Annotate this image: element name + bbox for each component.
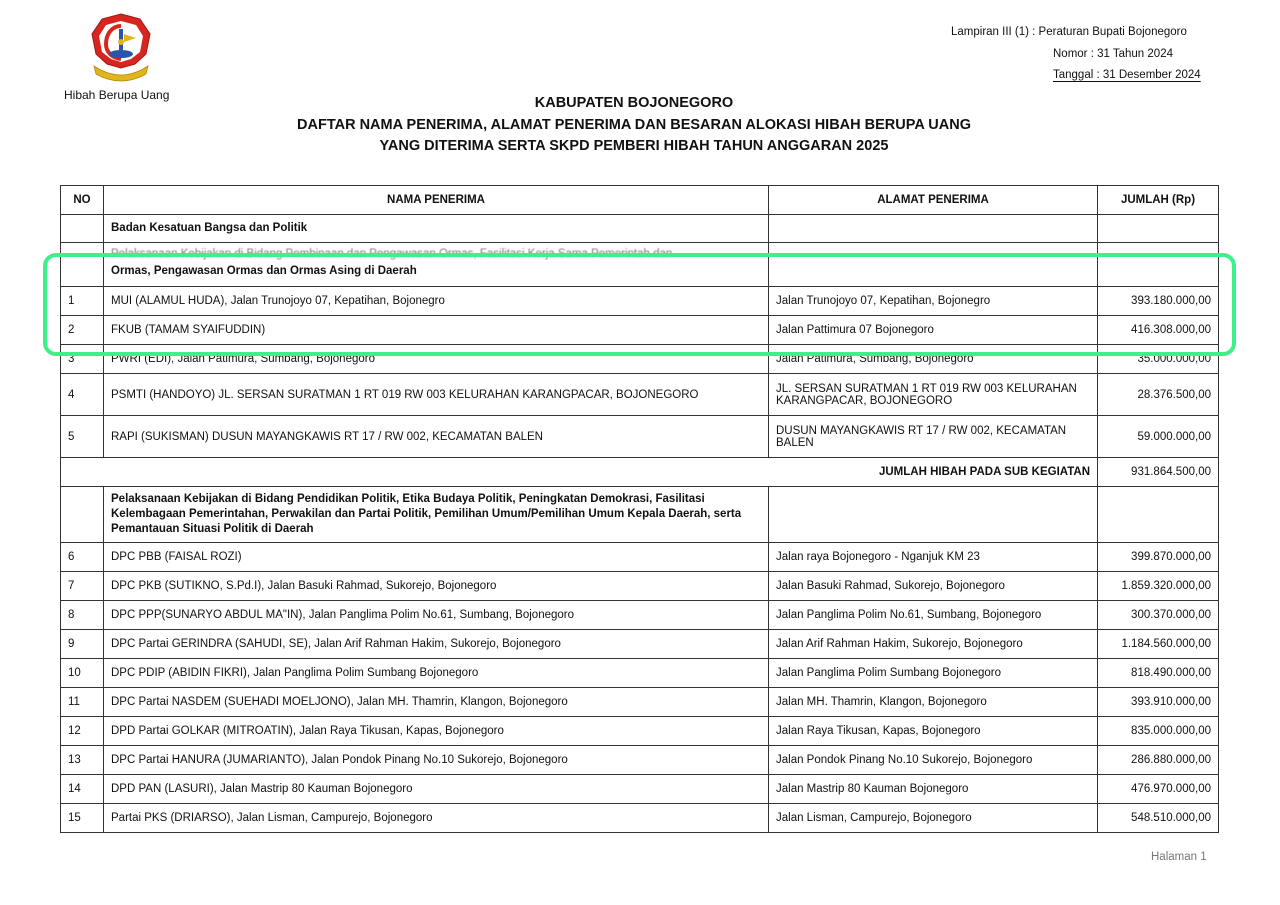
row-jumlah: 818.490.000,00 [1098, 659, 1219, 688]
title-line-3: YANG DITERIMA SERTA SKPD PEMBERI HIBAH TAHUN ANGGARAN 2025 [379, 138, 889, 154]
row-jumlah: 286.880.000,00 [1098, 746, 1219, 775]
table-row [61, 688, 1219, 717]
row-jumlah: 28.376.500,00 [1098, 374, 1219, 416]
row-alamat: Jalan MH. Thamrin, Klangon, Bojonegoro [769, 688, 1098, 717]
row-alamat: Jalan Panglima Polim Sumbang Bojonegoro [769, 659, 1098, 688]
row-nama: DPC PDIP (ABIDIN FIKRI), Jalan Panglima Polim Sumbang Bojonegoro [104, 659, 769, 688]
row-jumlah: 416.308.000,00 [1098, 316, 1219, 345]
row-alamat: Jalan Panglima Polim No.61, Sumbang, Bojonegoro [769, 601, 1098, 630]
page-number: Halaman 1 [1151, 851, 1207, 863]
row-no: 5 [61, 416, 104, 458]
row-alamat: Jalan Patimura, Sumbang, Bojonegoro [769, 345, 1098, 374]
header-nama: NAMA PENERIMA [104, 186, 769, 215]
subtotal-row [61, 458, 1219, 487]
nomor-line: Nomor : 31 Tahun 2024 [1053, 47, 1173, 60]
row-no: 9 [61, 630, 104, 659]
row-no: 1 [61, 287, 104, 316]
row-nama: DPC Partai GERINDRA (SAHUDI, SE), Jalan Arif Rahman Hakim, Sukorejo, Bojonegoro [104, 630, 769, 659]
subsection1-text: Ormas, Pengawasan Ormas dan Ormas Asing di Daerah [111, 265, 417, 277]
row-jumlah: 548.510.000,00 [1098, 804, 1219, 833]
subsection1-obscured-text: Pelaksanaan Kebijakan di Bidang Pembinaan dan Pengawasan Ormas, Fasilitasi Kerja Sama Pemerintah dan [111, 248, 673, 260]
table-row [61, 601, 1219, 630]
row-jumlah: 59.000.000,00 [1098, 416, 1219, 458]
table-header-row [61, 186, 1219, 215]
row-nama: PWRI (EDI), Jalan Patimura, Sumbang, Bojonegoro [104, 345, 769, 374]
row-no: 12 [61, 717, 104, 746]
row-no: 8 [61, 601, 104, 630]
logo-caption: Hibah Berupa Uang [64, 88, 170, 102]
table-row [61, 775, 1219, 804]
table-row [61, 416, 1219, 458]
row-nama: DPD Partai GOLKAR (MITROATIN), Jalan Raya Tikusan, Kapas, Bojonegoro [104, 717, 769, 746]
row-no: 11 [61, 688, 104, 717]
row-jumlah: 393.180.000,00 [1098, 287, 1219, 316]
header-jumlah: JUMLAH (Rp) [1098, 186, 1219, 215]
title-line-1: KABUPATEN BOJONEGORO [534, 95, 734, 111]
table-row [61, 630, 1219, 659]
row-jumlah: 1.184.560.000,00 [1098, 630, 1219, 659]
row-alamat: Jalan Basuki Rahmad, Sukorejo, Bojonegoro [769, 572, 1098, 601]
row-alamat: Jalan raya Bojonegoro - Nganjuk KM 23 [769, 543, 1098, 572]
row-alamat: DUSUN MAYANGKAWIS RT 17 / RW 002, KECAMATAN BALEN [769, 416, 1098, 458]
row-jumlah: 35.000.000,00 [1098, 345, 1219, 374]
row-nama: FKUB (TAMAM SYAIFUDDIN) [104, 316, 769, 345]
section-row-sub2 [61, 487, 1219, 543]
row-jumlah: 476.970.000,00 [1098, 775, 1219, 804]
table-row [61, 543, 1219, 572]
row-alamat: Jalan Arif Rahman Hakim, Sukorejo, Bojonegoro [769, 630, 1098, 659]
row-jumlah: 399.870.000,00 [1098, 543, 1219, 572]
row-nama: DPC Partai NASDEM (SUEHADI MOELJONO), Jalan MH. Thamrin, Klangon, Bojonegoro [104, 688, 769, 717]
row-nama: MUI (ALAMUL HUDA), Jalan Trunojoyo 07, Kepatihan, Bojonegro [104, 287, 769, 316]
row-alamat: JL. SERSAN SURATMAN 1 RT 019 RW 003 KELURAHAN KARANGPACAR, BOJONEGORO [769, 374, 1098, 416]
row-no: 7 [61, 572, 104, 601]
row-no: 6 [61, 543, 104, 572]
row-nama: RAPI (SUKISMAN) DUSUN MAYANGKAWIS RT 17 / RW 002, KECAMATAN BALEN [104, 416, 769, 458]
row-no: 15 [61, 804, 104, 833]
table-row [61, 804, 1219, 833]
row-jumlah: 835.000.000,00 [1098, 717, 1219, 746]
row-alamat: Jalan Raya Tikusan, Kapas, Bojonegoro [769, 717, 1098, 746]
blank-cell [769, 487, 1098, 543]
row-no: 2 [61, 316, 104, 345]
document-title [0, 93, 1268, 158]
row-nama: DPC Partai HANURA (JUMARIANTO), Jalan Pondok Pinang No.10 Sukorejo, Bojonegoro [104, 746, 769, 775]
blank-cell [61, 487, 104, 543]
row-alamat: Jalan Trunojoyo 07, Kepatihan, Bojonegro [769, 287, 1098, 316]
row-alamat: Jalan Pondok Pinang No.10 Sukorejo, Bojonegoro [769, 746, 1098, 775]
row-no: 10 [61, 659, 104, 688]
row-nama: Partai PKS (DRIARSO), Jalan Lisman, Campurejo, Bojonegoro [104, 804, 769, 833]
row-no: 4 [61, 374, 104, 416]
header-no: NO [61, 186, 104, 215]
header-alamat: ALAMAT PENERIMA [769, 186, 1098, 215]
row-nama: DPD PAN (LASURI), Jalan Mastrip 80 Kauman Bojonegoro [104, 775, 769, 804]
row-nama: DPC PPP(SUNARYO ABDUL MA"IN), Jalan Panglima Polim No.61, Sumbang, Bojonegoro [104, 601, 769, 630]
table-row [61, 374, 1219, 416]
lampiran-line: Lampiran III (1) : Peraturan Bupati Bojonegoro [951, 26, 1187, 38]
table-row [61, 746, 1219, 775]
row-jumlah: 300.370.000,00 [1098, 601, 1219, 630]
tanggal-line: Tanggal : 31 Desember 2024 [1053, 69, 1201, 81]
subsection2-label: Pelaksanaan Kebijakan di Bidang Pendidikan Politik, Etika Budaya Politik, Peningkatan Demokrasi, Fasilitasi Kelembagaan Pemerintahan, Perwakilan dan Partai Politik, Pemilihan Umum/Pemilihan Umum Kepala Daerah, serta Pemantauan Situasi Politik di Daerah [104, 487, 769, 543]
row-alamat: Jalan Mastrip 80 Kauman Bojonegoro [769, 775, 1098, 804]
row-no: 14 [61, 775, 104, 804]
row-alamat: Jalan Lisman, Campurejo, Bojonegoro [769, 804, 1098, 833]
subtotal-label: JUMLAH HIBAH PADA SUB KEGIATAN [61, 458, 1098, 487]
row-nama: DPC PBB (FAISAL ROZI) [104, 543, 769, 572]
row-no: 13 [61, 746, 104, 775]
table-row [61, 572, 1219, 601]
table-row [61, 659, 1219, 688]
section-row-agency [61, 215, 1219, 243]
row-nama: DPC PKB (SUTIKNO, S.Pd.I), Jalan Basuki Rahmad, Sukorejo, Bojonegoro [104, 572, 769, 601]
row-alamat: Jalan Pattimura 07 Bojonegoro [769, 316, 1098, 345]
table-row [61, 717, 1219, 746]
highlight-box [43, 253, 1236, 356]
subtotal-value: 931.864.500,00 [1098, 458, 1219, 487]
section-agency-label: Badan Kesatuan Bangsa dan Politik [104, 215, 769, 243]
blank-cell [1098, 487, 1219, 543]
bojonegoro-logo [88, 12, 154, 84]
row-no: 3 [61, 345, 104, 374]
row-nama: PSMTI (HANDOYO) JL. SERSAN SURATMAN 1 RT 019 RW 003 KELURAHAN KARANGPACAR, BOJONEGORO [104, 374, 769, 416]
title-line-2: DAFTAR NAMA PENERIMA, ALAMAT PENERIMA DAN BESARAN ALOKASI HIBAH BERUPA UANG [297, 116, 971, 133]
row-jumlah: 393.910.000,00 [1098, 688, 1219, 717]
document-reference [951, 22, 1201, 87]
row-jumlah: 1.859.320.000,00 [1098, 572, 1219, 601]
